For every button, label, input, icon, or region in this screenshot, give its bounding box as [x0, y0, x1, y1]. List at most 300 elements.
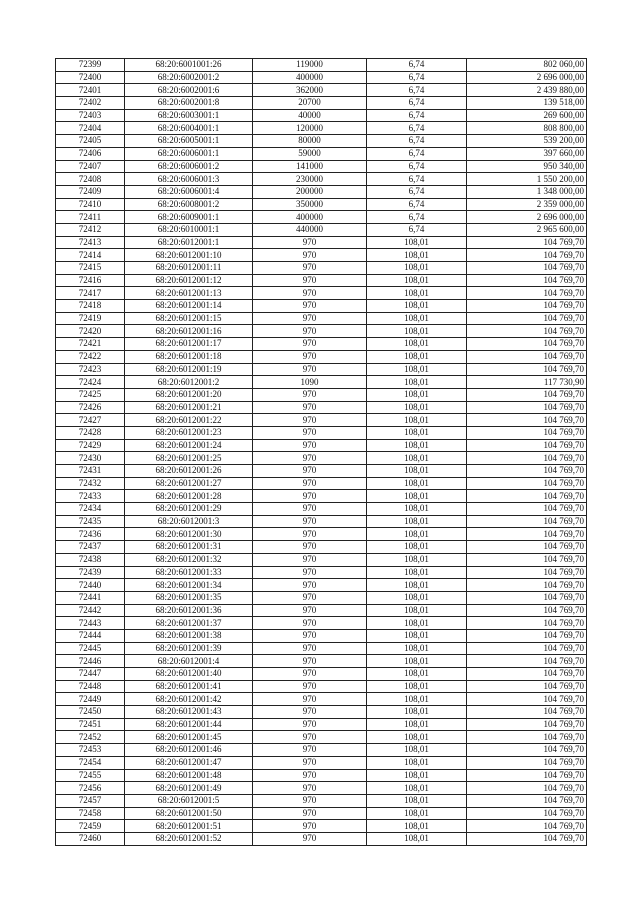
specific-value-cell: 108,01 [367, 452, 467, 465]
area-value-cell: 970 [253, 249, 367, 262]
cadastral-number-cell: 68:20:6012001:46 [125, 744, 253, 757]
specific-value-cell: 108,01 [367, 807, 467, 820]
row-number-cell: 72432 [56, 477, 125, 490]
specific-value-cell: 108,01 [367, 832, 467, 845]
cadastral-number-cell: 68:20:6012001:37 [125, 617, 253, 630]
row-number-cell: 72407 [56, 160, 125, 173]
table-row [56, 744, 587, 757]
area-value-cell: 970 [253, 414, 367, 427]
area-value-cell: 400000 [253, 211, 367, 224]
row-number-cell: 72406 [56, 147, 125, 160]
specific-value-cell: 108,01 [367, 363, 467, 376]
specific-value-cell: 6,74 [367, 160, 467, 173]
cadastral-value-cell: 104 769,70 [467, 642, 587, 655]
table-row [56, 794, 587, 807]
cadastral-value-cell: 2 359 000,00 [467, 198, 587, 211]
cadastral-number-cell: 68:20:6012001:42 [125, 693, 253, 706]
cadastral-value-cell: 1 550 200,00 [467, 173, 587, 186]
cadastral-number-cell: 68:20:6012001:32 [125, 553, 253, 566]
row-number-cell: 72450 [56, 706, 125, 719]
specific-value-cell: 6,74 [367, 185, 467, 198]
cadastral-number-cell: 68:20:6006001:4 [125, 185, 253, 198]
area-value-cell: 970 [253, 465, 367, 478]
cadastral-number-cell: 68:20:6012001:4 [125, 655, 253, 668]
cadastral-number-cell: 68:20:6003001:1 [125, 109, 253, 122]
area-value-cell: 20700 [253, 97, 367, 110]
table-row [56, 465, 587, 478]
table-row [56, 84, 587, 97]
row-number-cell: 72408 [56, 173, 125, 186]
table-row [56, 782, 587, 795]
table-row [56, 452, 587, 465]
specific-value-cell: 108,01 [367, 388, 467, 401]
cadastral-number-cell: 68:20:6012001:1 [125, 236, 253, 249]
cadastral-number-cell: 68:20:6012001:30 [125, 528, 253, 541]
cadastral-value-cell: 104 769,70 [467, 439, 587, 452]
area-value-cell: 970 [253, 312, 367, 325]
area-value-cell: 970 [253, 541, 367, 554]
area-value-cell: 970 [253, 782, 367, 795]
cadastral-value-cell: 104 769,70 [467, 503, 587, 516]
area-value-cell: 970 [253, 401, 367, 414]
table-body [56, 59, 587, 846]
area-value-cell: 1090 [253, 376, 367, 389]
cadastral-number-cell: 68:20:6005001:1 [125, 135, 253, 148]
row-number-cell: 72451 [56, 718, 125, 731]
cadastral-number-cell: 68:20:6012001:41 [125, 680, 253, 693]
cadastral-number-cell: 68:20:6012001:22 [125, 414, 253, 427]
cadastral-value-cell: 104 769,70 [467, 236, 587, 249]
cadastral-number-cell: 68:20:6012001:33 [125, 566, 253, 579]
table-row [56, 553, 587, 566]
table-row [56, 490, 587, 503]
specific-value-cell: 108,01 [367, 794, 467, 807]
row-number-cell: 72423 [56, 363, 125, 376]
area-value-cell: 970 [253, 566, 367, 579]
specific-value-cell: 108,01 [367, 465, 467, 478]
area-value-cell: 970 [253, 832, 367, 845]
specific-value-cell: 108,01 [367, 604, 467, 617]
area-value-cell: 970 [253, 794, 367, 807]
specific-value-cell: 108,01 [367, 528, 467, 541]
specific-value-cell: 108,01 [367, 693, 467, 706]
cadastral-value-cell: 950 340,00 [467, 160, 587, 173]
area-value-cell: 970 [253, 756, 367, 769]
cadastral-value-cell: 104 769,70 [467, 718, 587, 731]
cadastral-value-cell: 397 660,00 [467, 147, 587, 160]
table-row [56, 718, 587, 731]
cadastral-value-cell: 2 965 600,00 [467, 223, 587, 236]
cadastral-value-cell: 104 769,70 [467, 744, 587, 757]
cadastral-value-cell: 104 769,70 [467, 287, 587, 300]
area-value-cell: 970 [253, 642, 367, 655]
area-value-cell: 970 [253, 731, 367, 744]
row-number-cell: 72414 [56, 249, 125, 262]
specific-value-cell: 108,01 [367, 338, 467, 351]
table-row [56, 541, 587, 554]
cadastral-value-cell: 104 769,70 [467, 515, 587, 528]
table-row [56, 706, 587, 719]
row-number-cell: 72448 [56, 680, 125, 693]
table-row [56, 249, 587, 262]
table-row [56, 71, 587, 84]
cadastral-number-cell: 68:20:6012001:52 [125, 832, 253, 845]
cadastral-number-cell: 68:20:6006001:2 [125, 160, 253, 173]
cadastral-number-cell: 68:20:6012001:49 [125, 782, 253, 795]
cadastral-value-cell: 104 769,70 [467, 782, 587, 795]
cadastral-value-cell: 104 769,70 [467, 414, 587, 427]
table-row [56, 617, 587, 630]
row-number-cell: 72449 [56, 693, 125, 706]
specific-value-cell: 108,01 [367, 236, 467, 249]
cadastral-number-cell: 68:20:6012001:17 [125, 338, 253, 351]
specific-value-cell: 6,74 [367, 198, 467, 211]
area-value-cell: 970 [253, 388, 367, 401]
area-value-cell: 970 [253, 604, 367, 617]
specific-value-cell: 6,74 [367, 147, 467, 160]
cadastral-value-cell: 802 060,00 [467, 59, 587, 72]
cadastral-value-cell: 104 769,70 [467, 553, 587, 566]
cadastral-value-cell: 104 769,70 [467, 579, 587, 592]
row-number-cell: 72420 [56, 325, 125, 338]
cadastral-value-cell: 104 769,70 [467, 274, 587, 287]
specific-value-cell: 108,01 [367, 426, 467, 439]
specific-value-cell: 108,01 [367, 376, 467, 389]
cadastral-number-cell: 68:20:6009001:1 [125, 211, 253, 224]
area-value-cell: 350000 [253, 198, 367, 211]
area-value-cell: 970 [253, 503, 367, 516]
area-value-cell: 970 [253, 426, 367, 439]
row-number-cell: 72409 [56, 185, 125, 198]
area-value-cell: 970 [253, 515, 367, 528]
specific-value-cell: 108,01 [367, 756, 467, 769]
row-number-cell: 72400 [56, 71, 125, 84]
cadastral-value-cell: 117 730,90 [467, 376, 587, 389]
row-number-cell: 72456 [56, 782, 125, 795]
cadastral-number-cell: 68:20:6001001:26 [125, 59, 253, 72]
area-value-cell: 970 [253, 477, 367, 490]
cadastral-number-cell: 68:20:6012001:2 [125, 376, 253, 389]
table-row [56, 325, 587, 338]
specific-value-cell: 108,01 [367, 579, 467, 592]
table-row [56, 211, 587, 224]
row-number-cell: 72405 [56, 135, 125, 148]
area-value-cell: 970 [253, 629, 367, 642]
row-number-cell: 72399 [56, 59, 125, 72]
row-number-cell: 72445 [56, 642, 125, 655]
cadastral-value-cell: 104 769,70 [467, 629, 587, 642]
area-value-cell: 120000 [253, 122, 367, 135]
cadastral-number-cell: 68:20:6012001:11 [125, 262, 253, 275]
row-number-cell: 72431 [56, 465, 125, 478]
table-row [56, 414, 587, 427]
row-number-cell: 72411 [56, 211, 125, 224]
area-value-cell: 970 [253, 706, 367, 719]
cadastral-number-cell: 68:20:6012001:18 [125, 350, 253, 363]
row-number-cell: 72413 [56, 236, 125, 249]
row-number-cell: 72428 [56, 426, 125, 439]
cadastral-value-cell: 104 769,70 [467, 668, 587, 681]
table-row [56, 629, 587, 642]
row-number-cell: 72412 [56, 223, 125, 236]
cadastral-value-cell: 104 769,70 [467, 566, 587, 579]
cadastral-number-cell: 68:20:6006001:3 [125, 173, 253, 186]
table-row [56, 820, 587, 833]
specific-value-cell: 108,01 [367, 312, 467, 325]
cadastral-value-cell: 104 769,70 [467, 756, 587, 769]
cadastral-number-cell: 68:20:6006001:1 [125, 147, 253, 160]
area-value-cell: 970 [253, 668, 367, 681]
row-number-cell: 72436 [56, 528, 125, 541]
table-row [56, 668, 587, 681]
table-row [56, 680, 587, 693]
table-row [56, 693, 587, 706]
cadastral-number-cell: 68:20:6002001:2 [125, 71, 253, 84]
table-row [56, 236, 587, 249]
cadastral-value-cell: 104 769,70 [467, 731, 587, 744]
row-number-cell: 72426 [56, 401, 125, 414]
specific-value-cell: 108,01 [367, 655, 467, 668]
area-value-cell: 970 [253, 744, 367, 757]
table-row [56, 388, 587, 401]
area-value-cell: 119000 [253, 59, 367, 72]
cadastral-value-cell: 2 696 000,00 [467, 71, 587, 84]
row-number-cell: 72438 [56, 553, 125, 566]
cadastral-value-cell: 104 769,70 [467, 312, 587, 325]
table-row [56, 477, 587, 490]
specific-value-cell: 108,01 [367, 820, 467, 833]
specific-value-cell: 108,01 [367, 629, 467, 642]
table-row [56, 274, 587, 287]
specific-value-cell: 6,74 [367, 135, 467, 148]
row-number-cell: 72452 [56, 731, 125, 744]
cadastral-number-cell: 68:20:6012001:29 [125, 503, 253, 516]
cadastral-number-cell: 68:20:6012001:48 [125, 769, 253, 782]
table-row [56, 223, 587, 236]
specific-value-cell: 108,01 [367, 782, 467, 795]
area-value-cell: 59000 [253, 147, 367, 160]
specific-value-cell: 108,01 [367, 731, 467, 744]
table-row [56, 376, 587, 389]
area-value-cell: 141000 [253, 160, 367, 173]
cadastral-number-cell: 68:20:6002001:8 [125, 97, 253, 110]
area-value-cell: 80000 [253, 135, 367, 148]
specific-value-cell: 6,74 [367, 84, 467, 97]
row-number-cell: 72402 [56, 97, 125, 110]
table-row [56, 287, 587, 300]
table-row [56, 604, 587, 617]
cadastral-number-cell: 68:20:6012001:35 [125, 591, 253, 604]
area-value-cell: 970 [253, 617, 367, 630]
area-value-cell: 970 [253, 236, 367, 249]
cadastral-value-cell: 104 769,70 [467, 490, 587, 503]
row-number-cell: 72421 [56, 338, 125, 351]
specific-value-cell: 108,01 [367, 744, 467, 757]
row-number-cell: 72424 [56, 376, 125, 389]
cadastral-value-cell: 104 769,70 [467, 541, 587, 554]
area-value-cell: 970 [253, 439, 367, 452]
cadastral-value-cell: 104 769,70 [467, 769, 587, 782]
table-row [56, 173, 587, 186]
row-number-cell: 72434 [56, 503, 125, 516]
cadastral-number-cell: 68:20:6012001:14 [125, 300, 253, 313]
table-row [56, 185, 587, 198]
row-number-cell: 72454 [56, 756, 125, 769]
cadastral-value-cell: 104 769,70 [467, 680, 587, 693]
row-number-cell: 72437 [56, 541, 125, 554]
row-number-cell: 72459 [56, 820, 125, 833]
cadastral-number-cell: 68:20:6012001:45 [125, 731, 253, 744]
cadastral-value-cell: 104 769,70 [467, 350, 587, 363]
cadastral-value-cell: 104 769,70 [467, 426, 587, 439]
cadastral-value-cell: 269 600,00 [467, 109, 587, 122]
cadastral-number-cell: 68:20:6012001:21 [125, 401, 253, 414]
cadastral-value-cell: 104 769,70 [467, 452, 587, 465]
table-row [56, 756, 587, 769]
cadastral-value-cell: 104 769,70 [467, 300, 587, 313]
row-number-cell: 72410 [56, 198, 125, 211]
cadastral-value-cell: 104 769,70 [467, 528, 587, 541]
cadastral-value-cell: 104 769,70 [467, 820, 587, 833]
cadastral-number-cell: 68:20:6012001:34 [125, 579, 253, 592]
row-number-cell: 72416 [56, 274, 125, 287]
row-number-cell: 72444 [56, 629, 125, 642]
specific-value-cell: 6,74 [367, 59, 467, 72]
cadastral-number-cell: 68:20:6012001:15 [125, 312, 253, 325]
row-number-cell: 72403 [56, 109, 125, 122]
area-value-cell: 400000 [253, 71, 367, 84]
specific-value-cell: 108,01 [367, 769, 467, 782]
cadastral-number-cell: 68:20:6012001:13 [125, 287, 253, 300]
table-row [56, 515, 587, 528]
table-row [56, 135, 587, 148]
area-value-cell: 970 [253, 452, 367, 465]
table-row [56, 160, 587, 173]
area-value-cell: 970 [253, 490, 367, 503]
area-value-cell: 970 [253, 579, 367, 592]
row-number-cell: 72417 [56, 287, 125, 300]
cadastral-value-cell: 104 769,70 [467, 363, 587, 376]
row-number-cell: 72442 [56, 604, 125, 617]
specific-value-cell: 108,01 [367, 300, 467, 313]
area-value-cell: 200000 [253, 185, 367, 198]
table-row [56, 59, 587, 72]
specific-value-cell: 108,01 [367, 680, 467, 693]
row-number-cell: 72443 [56, 617, 125, 630]
area-value-cell: 970 [253, 338, 367, 351]
specific-value-cell: 108,01 [367, 287, 467, 300]
table-row [56, 97, 587, 110]
cadastral-value-cell: 104 769,70 [467, 249, 587, 262]
area-value-cell: 970 [253, 287, 367, 300]
table-row [56, 350, 587, 363]
cadastral-number-cell: 68:20:6002001:6 [125, 84, 253, 97]
cadastral-number-cell: 68:20:6012001:38 [125, 629, 253, 642]
table-row [56, 439, 587, 452]
cadastral-value-cell: 104 769,70 [467, 401, 587, 414]
area-value-cell: 970 [253, 528, 367, 541]
row-number-cell: 72419 [56, 312, 125, 325]
row-number-cell: 72422 [56, 350, 125, 363]
cadastral-value-cell: 104 769,70 [467, 807, 587, 820]
specific-value-cell: 108,01 [367, 414, 467, 427]
cadastral-value-cell: 104 769,70 [467, 477, 587, 490]
specific-value-cell: 108,01 [367, 262, 467, 275]
cadastral-value-cell: 808 800,00 [467, 122, 587, 135]
table-row [56, 566, 587, 579]
table-row [56, 262, 587, 275]
cadastral-number-cell: 68:20:6008001:2 [125, 198, 253, 211]
row-number-cell: 72404 [56, 122, 125, 135]
cadastral-number-cell: 68:20:6012001:16 [125, 325, 253, 338]
row-number-cell: 72439 [56, 566, 125, 579]
row-number-cell: 72455 [56, 769, 125, 782]
cadastral-number-cell: 68:20:6012001:24 [125, 439, 253, 452]
row-number-cell: 72430 [56, 452, 125, 465]
area-value-cell: 970 [253, 807, 367, 820]
area-value-cell: 970 [253, 820, 367, 833]
specific-value-cell: 108,01 [367, 718, 467, 731]
cadastral-number-cell: 68:20:6012001:39 [125, 642, 253, 655]
cadastral-number-cell: 68:20:6012001:40 [125, 668, 253, 681]
area-value-cell: 362000 [253, 84, 367, 97]
table-row [56, 363, 587, 376]
cadastral-number-cell: 68:20:6012001:12 [125, 274, 253, 287]
cadastral-value-cell: 104 769,70 [467, 832, 587, 845]
table-row [56, 503, 587, 516]
table-row [56, 338, 587, 351]
table-row [56, 832, 587, 845]
cadastral-value-cell: 2 439 880,00 [467, 84, 587, 97]
row-number-cell: 72425 [56, 388, 125, 401]
cadastral-value-cell: 104 769,70 [467, 604, 587, 617]
row-number-cell: 72418 [56, 300, 125, 313]
specific-value-cell: 108,01 [367, 274, 467, 287]
area-value-cell: 970 [253, 655, 367, 668]
specific-value-cell: 108,01 [367, 350, 467, 363]
specific-value-cell: 108,01 [367, 503, 467, 516]
specific-value-cell: 108,01 [367, 706, 467, 719]
cadastral-value-cell: 104 769,70 [467, 591, 587, 604]
cadastral-number-cell: 68:20:6012001:19 [125, 363, 253, 376]
area-value-cell: 970 [253, 693, 367, 706]
specific-value-cell: 108,01 [367, 591, 467, 604]
specific-value-cell: 108,01 [367, 477, 467, 490]
cadastral-value-cell: 104 769,70 [467, 465, 587, 478]
row-number-cell: 72441 [56, 591, 125, 604]
table-row [56, 401, 587, 414]
specific-value-cell: 108,01 [367, 490, 467, 503]
area-value-cell: 970 [253, 591, 367, 604]
table-row [56, 579, 587, 592]
specific-value-cell: 6,74 [367, 173, 467, 186]
specific-value-cell: 6,74 [367, 122, 467, 135]
cadastral-value-cell: 104 769,70 [467, 617, 587, 630]
table-row [56, 655, 587, 668]
specific-value-cell: 108,01 [367, 439, 467, 452]
area-value-cell: 970 [253, 769, 367, 782]
specific-value-cell: 6,74 [367, 211, 467, 224]
specific-value-cell: 108,01 [367, 401, 467, 414]
table-row [56, 122, 587, 135]
area-value-cell: 970 [253, 350, 367, 363]
row-number-cell: 72458 [56, 807, 125, 820]
specific-value-cell: 108,01 [367, 553, 467, 566]
specific-value-cell: 6,74 [367, 223, 467, 236]
cadastral-value-cell: 139 518,00 [467, 97, 587, 110]
cadastral-value-table [55, 58, 587, 846]
area-value-cell: 440000 [253, 223, 367, 236]
